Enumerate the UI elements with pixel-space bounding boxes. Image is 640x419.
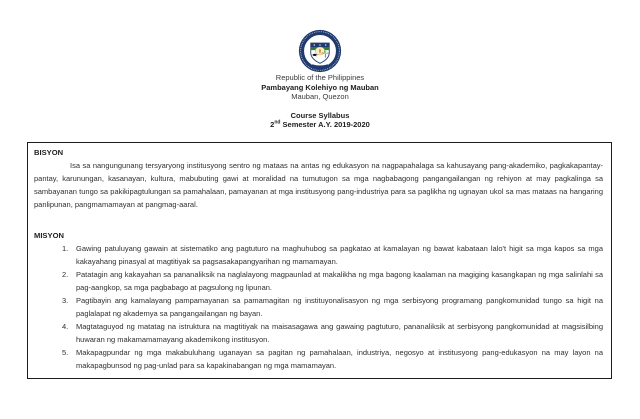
mission-item-5: [62, 346, 603, 372]
mission-item-number: 5.: [62, 347, 69, 357]
mission-item-text: Pagtibayin ang kamalayang pampamayanan sa pamamagitan ng instituyonalisasyon ng mga serbisyong programang pangkomunidad tungo sa higit na paglalapat ng akademya sa pangangailangan ng bayan.: [76, 295, 603, 318]
mission-item-number: 3.: [62, 295, 69, 305]
vision-mission-box: [27, 142, 612, 379]
semester-ordinal: nd: [274, 119, 281, 126]
mission-item-text: Gawing patuluyang gawain at sistematiko ang pagtuturo na maghuhubog sa pagkatao at kamalayan ng bawat kabataan lalo't higit sa mga kapos sa mga kakayahang pinasyal at magtitiyak sa pagsasakapangyarihan ng mamamayan.: [76, 243, 603, 266]
mission-item-text: Patatagin ang kakayahan sa pananaliksik na naglalayong magpaunlad at makalikha ng mga bagong kaalaman na magiging kasangkapan ng mga salinlahi sa pag-aangkop, sa mga pagbabago at pagsulong ng lipunan.: [76, 269, 603, 292]
header-spacer: [0, 102, 640, 111]
mission-heading: MISYON: [34, 230, 64, 240]
mission-item-4: [62, 320, 603, 346]
course-title: Course Syllabus: [290, 110, 350, 120]
semester-line: [0, 120, 640, 130]
mission-item-1: [62, 242, 603, 268]
school-seal-icon: [298, 29, 342, 73]
mission-item-2: [62, 268, 603, 294]
mission-item-number: 1.: [62, 243, 69, 253]
republic-line: Republic of the Philippines: [275, 73, 365, 82]
mission-item-text: Makapagpundar ng mga makabuluhang uganayan sa pagitan ng pamahalaan, industriya, negosyo at institusyong pang-edukasyon na may layon na makapagbunsod ng pag-unlad para sa kapakinabangan ng mga mamamayan.: [76, 347, 603, 370]
mission-item-3: [62, 294, 603, 320]
vision-heading: BISYON: [34, 147, 64, 157]
semester-number: 2: [270, 120, 275, 129]
mission-item-number: 4.: [62, 321, 69, 331]
semester-text: Semester A.Y. 2019-2020: [280, 120, 370, 129]
school-location: Mauban, Quezon: [291, 92, 349, 101]
vision-paragraph: Isa sa nangungunang tersyaryong institusyong sentro ng mataas na antas ng edukasyon na nagpapahalaga sa kahusayang pang-akademiko, pagkakapantay-pantay, karunungan, kasanayan, kultura, mabubuting gawi at moralidad na tumutugon sa mga nagbabagong pangangailangan ng rehiyon at may pagkalinga sa sambayanan tungo sa pakikipagtulungan sa pamahalaan, pamayanan at mga institusyong pang-industriya para sa paglikha ng ugnayan ukol sa mas mataas na hangaring panlipunan, pangmamamayan at pangmag-aaral.: [34, 160, 603, 209]
school-name: Pambayang Kolehiyo ng Mauban: [261, 82, 379, 92]
document-header: [0, 0, 640, 130]
mission-list: [34, 242, 603, 372]
mission-item-number: 2.: [62, 269, 69, 279]
mission-item-text: Magtataguyod ng matatag na istruktura na magtitiyak na maisasagawa ang gawaing pagtuturo, pananaliksik at serbisyong pangkomunidad at magsisilbing huwaran ng makamamamayang akademikong institusyon.: [76, 321, 603, 344]
